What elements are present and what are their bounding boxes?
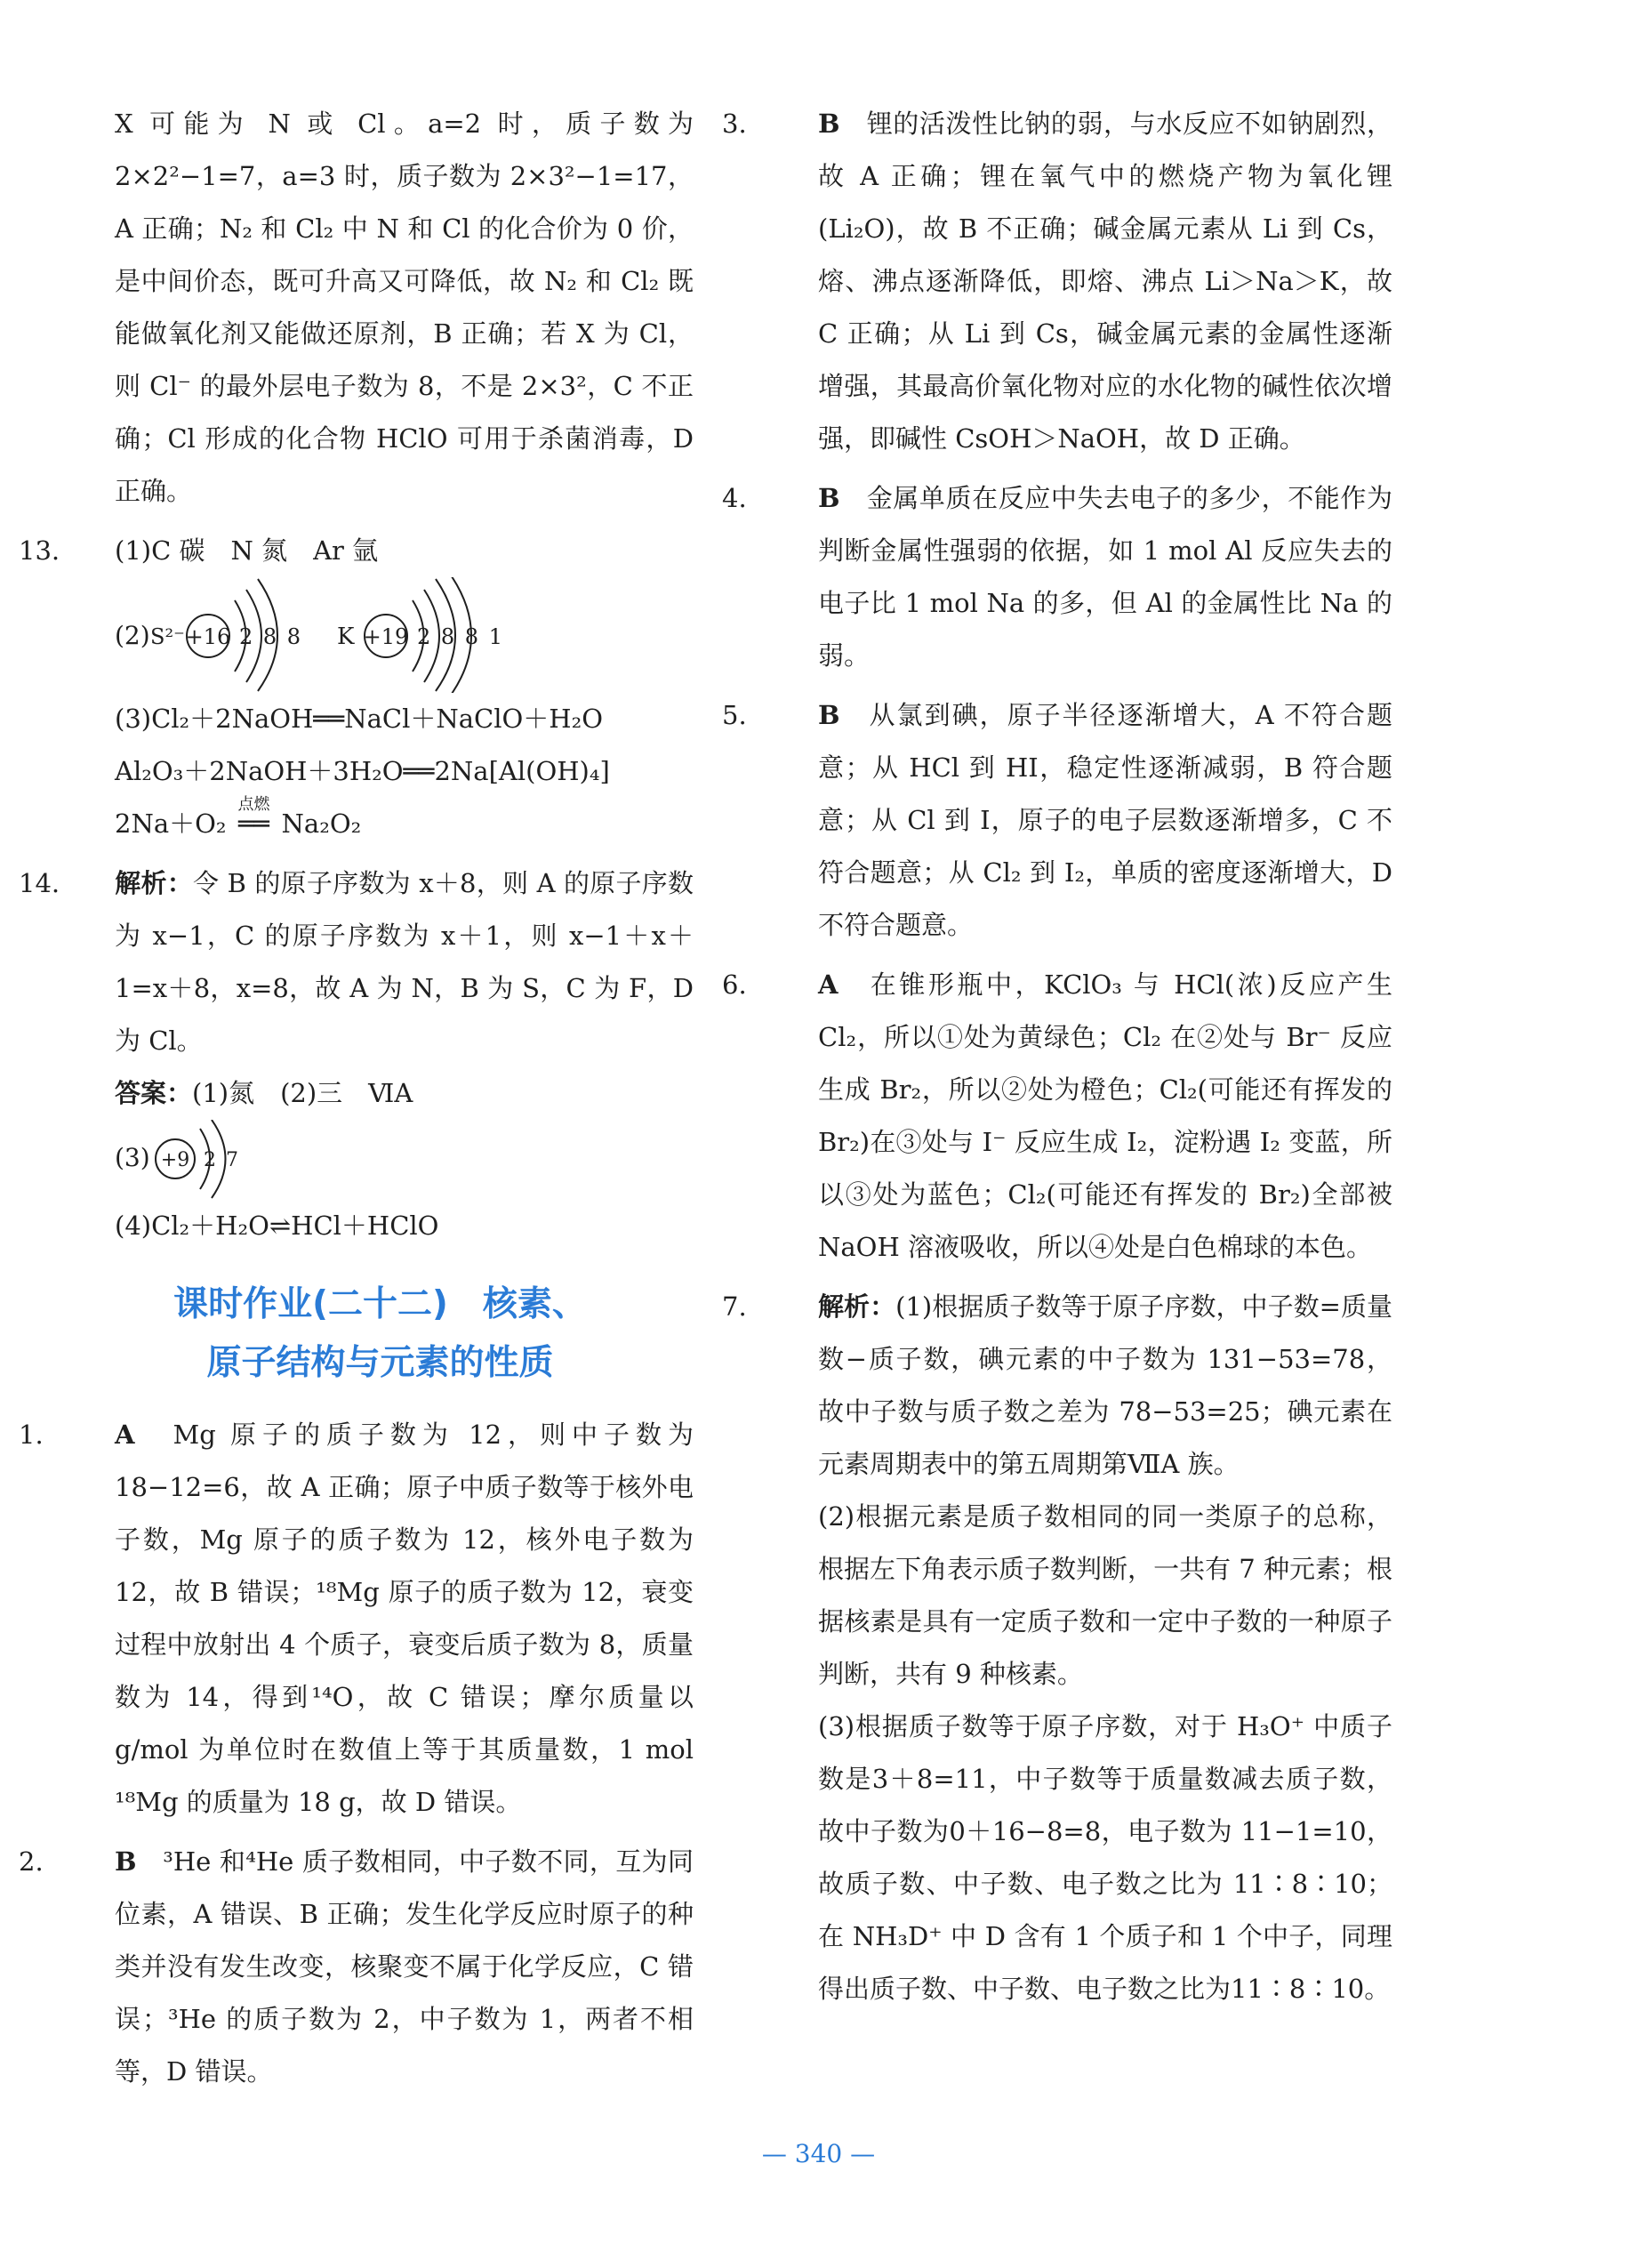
answer-1 [19, 1409, 694, 1829]
answer-4-text: 金属单质在反应中失去电子的多少，不能作为判断金属性强弱的依据，如 1 mol Al 反应失去的电子比 1 mol Na 的多，但 Al 的金属性比 Na 的弱。 [818, 483, 1392, 671]
s-ion-label: S²⁻ [150, 624, 185, 649]
q14-answer-4: (4)Cl₂＋H₂O⇌HCl＋HClO [115, 1210, 439, 1241]
answer-7-part1 [722, 1281, 1392, 1491]
page-number: — 340 — [761, 2139, 876, 2168]
section-title-line1: 课时作业(二十二) 核素、 [173, 1284, 587, 1324]
k-shell-electrons: 2 8 8 1 [417, 624, 504, 649]
s-nucleus-charge: +16 [185, 624, 231, 649]
q14-analysis-label: 解析： [115, 868, 193, 898]
answer-7-part2: (2)根据元素是质子数相同的同一类原子的总称，根据左下角表示质子数判断，一共有 7 种元素；根据核素是具有一定质子数和一定中子数的一种原子判断，共有 9 种核素。 [818, 1501, 1392, 1689]
q13-part3-eq3 [67, 795, 694, 850]
right-column [722, 98, 1392, 2015]
answer-2-number: 2. [19, 1846, 44, 1877]
k-nucleus-charge: +19 [363, 624, 409, 649]
q14-3-label: (3) [115, 1143, 150, 1172]
answer-3 [722, 98, 1392, 465]
q14-answer-label: 答案： [115, 1078, 193, 1108]
q14-number: 14. [19, 868, 60, 898]
answer-2-text: ³He 和⁴He 质子数相同，中子数不同，互为同位素，A 错误、B 正确；发生化学反应时原子的种类并没有发生改变，核聚变不属于化学反应，C 错误；³He 的质子数为 2，中子数为 1，两者不相等，D 错误。 [115, 1846, 694, 2087]
answer-1-number: 1. [19, 1420, 44, 1450]
f-shell-electrons: 2 7 [204, 1149, 240, 1171]
q13-number: 13. [19, 535, 60, 566]
answer-7-part1-text: (1)根据质子数等于原子序数，中子数=质量数−质子数，碘元素的中子数为 131−53=78，故中子数与质子数之差为 78−53=25；碘元素在元素周期表中的第五周期第ⅦA 族。 [818, 1291, 1392, 1479]
answer-6 [722, 959, 1392, 1274]
atom-structure-diagram [115, 577, 684, 693]
q13-part3-eq2: Al₂O₃＋2NaOH＋3H₂O══2Na[Al(OH)₄] [115, 756, 610, 786]
q13-part1 [19, 525, 694, 577]
eq3-products: Na₂O₂ [281, 808, 362, 839]
answer-6-number: 6. [722, 969, 747, 1000]
answer-1-text: Mg 原子的质子数为 12，则中子数为 18−12=6，故 A 正确；原子中质子数等于核外电子数，Mg 原子的质子数为 12，核外电子数为 12，故 B 错误；¹⁸Mg 原子的质子数为 12，衰变过程中放射出 4 个质子，衰变后质子数为 8，质量数为 14，得到¹⁴O，故 C 错误；摩尔质量以 g/mol 为单位时在数值上等于其质量数，1 mol ¹⁸Mg 的质量为 18 g，故 D 错误。 [115, 1420, 694, 1817]
answer-3-number: 3. [722, 109, 747, 139]
f-nucleus-charge: +9 [160, 1149, 190, 1171]
answer-4-choice: B [818, 483, 840, 513]
answer-6-text: 在锥形瓶中，KClO₃ 与 HCl(浓)反应产生 Cl₂，所以①处为黄绿色；Cl₂ 在②处与 Br⁻ 反应生成 Br₂，所以②处为橙色；Cl₂(可能还有挥发的 Br₂)在③处与 I⁻ 反应生成 I₂，淀粉遇 I₂ 变蓝，所以③处为蓝色；Cl₂(可能还有挥发的 Br₂)全部被 NaOH 溶液吸收，所以④处是白色棉球的本色。 [818, 969, 1392, 1262]
eq3-condition: 点燃 [237, 795, 270, 814]
answer-2-choice: B [115, 1846, 137, 1877]
q13-2-label: (2) [115, 621, 150, 650]
answer-5-number: 5. [722, 700, 747, 730]
q13-part1-text: (1)C 碳 N 氮 Ar 氩 [115, 535, 379, 566]
answer-5-choice: B [818, 700, 840, 730]
k-atom-label: K [337, 623, 355, 650]
q14-analysis [19, 857, 694, 1067]
fluorine-structure-diagram [115, 1120, 381, 1200]
answer-4-number: 4. [722, 483, 747, 513]
q14-analysis-text: 令 B 的原子序数为 x＋8，则 A 的原子序数为 x−1，C 的原子序数为 x＋1，则 x−1＋x＋1=x＋8，x=8，故 A 为 N，B 为 S，C 为 F，D 为 Cl。 [115, 868, 694, 1056]
left-column [19, 98, 694, 2098]
answer-7-number: 7. [722, 1291, 747, 1322]
q12-continuation: X 可能为 N 或 Cl。a=2 时，质子数为 2×2²−1=7，a=3 时，质子数为 2×3²−1=17，A 正确；N₂ 和 Cl₂ 中 N 和 Cl 的化合价为 0 价，是中间价态，既可升高又可降低，故 N₂ 和 Cl₂ 既能做氧化剂又能做还原剂，B 正确；若 X 为 Cl，则 Cl⁻ 的最外层电子数为 8，不是 2×3²，C 不正确；Cl 形成的化合物 HClO 可用于杀菌消毒，D 正确。 [115, 109, 694, 506]
q14-answer-1: (1)氮 (2)三 ⅥA [192, 1078, 413, 1108]
section-title-line2: 原子结构与元素的性质 [206, 1343, 554, 1383]
eq3-reactants: 2Na＋O₂ [115, 808, 227, 839]
answer-7-label: 解析： [818, 1291, 896, 1322]
q13-part3-eq1: (3)Cl₂＋2NaOH══NaCl＋NaClO＋H₂O [115, 704, 603, 734]
q14-atom-diagram [67, 1120, 694, 1200]
q13-atom-diagrams [67, 577, 694, 693]
q14-answer [67, 1067, 694, 1120]
eq3-arrow: 点燃 ══ [227, 798, 282, 850]
section-title [67, 1275, 694, 1393]
answer-6-choice: A [818, 969, 839, 1000]
answer-1-choice: A [115, 1420, 135, 1450]
s-shell-electrons: 2 8 8 [239, 624, 303, 649]
answer-5 [722, 689, 1392, 952]
answer-3-choice: B [818, 109, 840, 139]
answer-2 [19, 1836, 694, 2098]
answer-7-part3: (3)根据质子数等于原子序数，对于 H₃O⁺ 中质子数是3＋8=11，中子数等于质量数减去质子数，故中子数为0＋16−8=8，电子数为 11−1=10，故质子数、中子数、电子数之比为 11∶8∶10；在 NH₃D⁺ 中 D 含有 1 个质子和 1 个中子，同理得出质子数、中子数、电子数之比为11∶8∶10。 [818, 1711, 1392, 2004]
answer-3-text: 锂的活泼性比钠的弱，与水反应不如钠剧烈，故 A 正确；锂在氧气中的燃烧产物为氧化锂(Li₂O)，故 B 不正确；碱金属元素从 Li 到 Cs，熔、沸点逐渐降低，即熔、沸点 Li＞Na＞K，故 C 正确；从 Li 到 Cs，碱金属元素的金属性逐渐增强，其最高价氧化物对应的水化物的碱性依次增强，即碱性 CsOH＞NaOH，故 D 正确。 [818, 109, 1392, 454]
answer-4 [722, 472, 1392, 682]
answer-5-text: 从氯到碘，原子半径逐渐增大，A 不符合题意；从 HCl 到 HI，稳定性逐渐减弱，B 符合题意；从 Cl 到 I，原子的电子层数逐渐增多，C 不符合题意；从 Cl₂ 到 I₂，单质的密度逐渐增大，D 不符合题意。 [818, 700, 1392, 940]
